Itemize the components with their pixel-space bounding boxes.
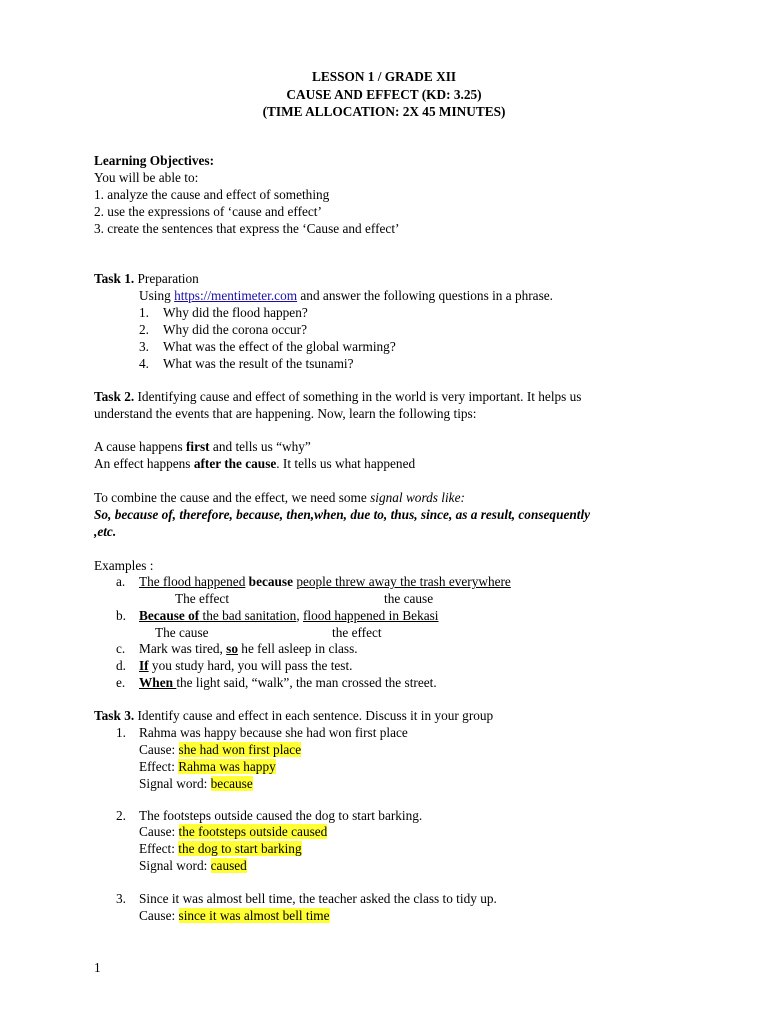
question-text: What was the result of the tsunami? (163, 356, 354, 371)
example-letter: a. (116, 574, 126, 589)
question-number: 4. (139, 356, 149, 371)
mentimeter-link[interactable]: https://mentimeter.com (174, 288, 298, 303)
example-a-effect-label: The effect (175, 591, 230, 606)
task3-signal: Signal word: caused (139, 858, 247, 873)
task3-sentence: The footsteps outside caused the dog to start barking. (139, 808, 423, 823)
question-text: Why did the corona occur? (163, 322, 307, 337)
question-number: 3. (139, 339, 149, 354)
example-letter: e. (116, 675, 126, 690)
task1-heading: Task 1. Preparation (94, 271, 199, 286)
example-b-cause-label: The cause (155, 625, 209, 640)
question-number: 1. (139, 305, 149, 320)
example-letter: c. (116, 641, 126, 656)
task1-instruction: Using https://mentimeter.com and answer the following questions in a phrase. (139, 288, 553, 303)
page-number: 1 (94, 960, 101, 975)
signal-words-cont: ,etc. (94, 524, 117, 539)
task3-effect: Effect: Rahma was happy (139, 759, 276, 774)
objectives-title: Learning Objectives: (94, 153, 215, 168)
task3-cause: Cause: the footsteps outside caused (139, 824, 328, 839)
task3-cause: Cause: she had won first place (139, 742, 302, 757)
effect-definition: An effect happens after the cause. It tells us what happened (94, 456, 416, 471)
example-e: When the light said, “walk”, the man crossed the street. (139, 675, 437, 690)
example-letter: b. (116, 608, 126, 623)
example-d: If you study hard, you will pass the test. (139, 658, 353, 673)
task3-item-number: 3. (116, 891, 126, 906)
objectives-intro: You will be able to: (94, 170, 199, 185)
signal-words: So, because of, therefore, because, then,when, due to, thus, since, as a result, consequently (94, 507, 591, 522)
task2-paragraph: Task 2. Identifying cause and effect of something in the world is very important. It helps us (94, 389, 582, 404)
objective-item: 1. analyze the cause and effect of something (94, 187, 330, 202)
task3-sentence: Rahma was happy because she had won first place (139, 725, 408, 740)
cause-definition: A cause happens first and tells us “why” (94, 439, 311, 454)
lesson-title: LESSON 1 / GRADE XII (311, 69, 457, 84)
task3-sentence: Since it was almost bell time, the teacher asked the class to tidy up. (139, 891, 497, 906)
question-number: 2. (139, 322, 149, 337)
time-allocation: (TIME ALLOCATION: 2X 45 MINUTES) (262, 104, 506, 119)
task3-heading: Task 3. Identify cause and effect in each sentence. Discuss it in your group (94, 708, 494, 723)
example-a: The flood happened because people threw away the trash everywhere (139, 574, 511, 589)
task2-paragraph-cont: understand the events that are happening. Now, learn the following tips: (94, 406, 477, 421)
question-text: Why did the flood happen? (163, 305, 308, 320)
task3-signal: Signal word: because (139, 776, 253, 791)
example-b-effect-label: the effect (332, 625, 382, 640)
task3-effect: Effect: the dog to start barking (139, 841, 302, 856)
combine-text: To combine the cause and the effect, we need some signal words like: (94, 490, 465, 505)
example-a-cause-label: the cause (384, 591, 434, 606)
example-c: Mark was tired, so he fell asleep in class. (139, 641, 358, 656)
topic-title: CAUSE AND EFFECT (KD: 3.25) (286, 87, 482, 102)
objective-item: 3. create the sentences that express the ‘Cause and effect’ (94, 221, 400, 236)
task3-cause: Cause: since it was almost bell time (139, 908, 330, 923)
example-letter: d. (116, 658, 126, 673)
example-b: Because of the bad sanitation, flood happened in Bekasi (139, 608, 439, 623)
examples-title: Examples : (94, 558, 154, 573)
task3-item-number: 1. (116, 725, 126, 740)
question-text: What was the effect of the global warming? (163, 339, 396, 354)
task3-item-number: 2. (116, 808, 126, 823)
objective-item: 2. use the expressions of ‘cause and effect’ (94, 204, 322, 219)
